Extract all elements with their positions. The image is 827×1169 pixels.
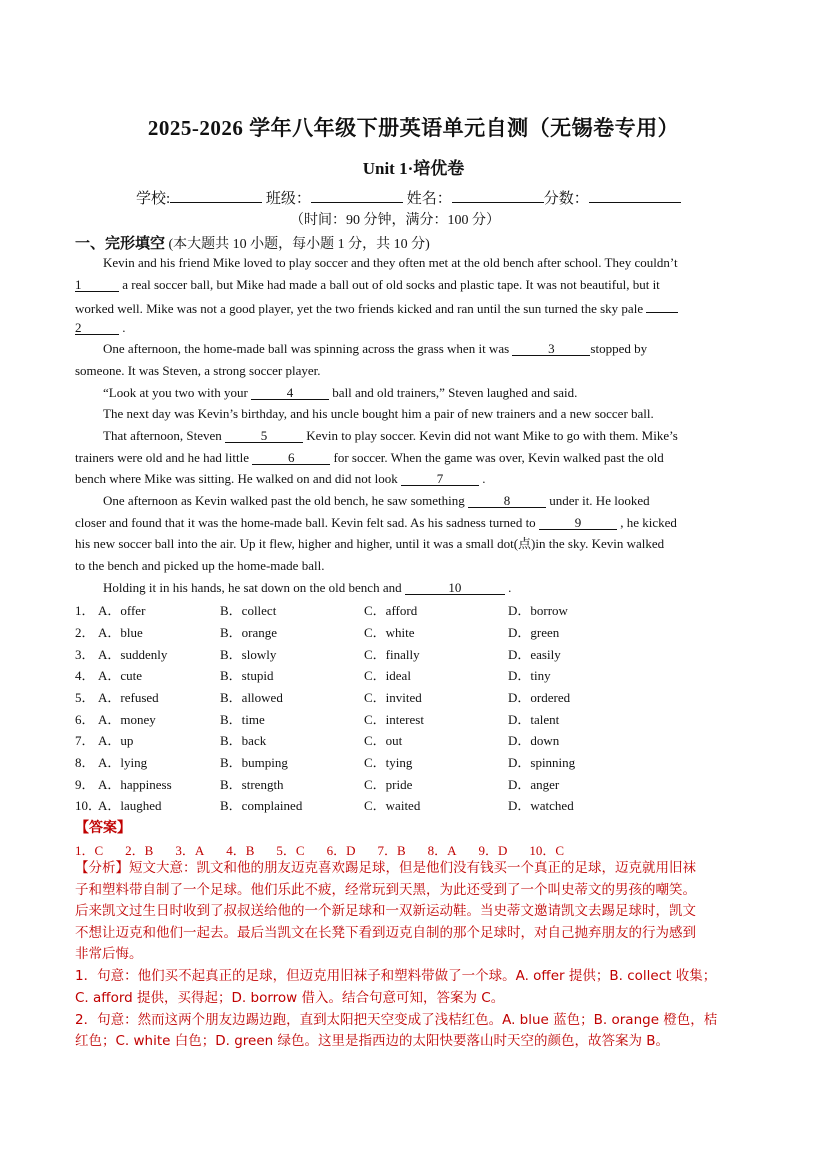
section-heading [75, 232, 430, 253]
passage-line: trainers were old and he had little 6 for soccer. When the game was over, Kevin walked past the old [75, 450, 664, 465]
blank-1: 1 [75, 276, 119, 292]
passage-line: someone. It was Steven, a strong soccer player. [75, 363, 321, 378]
name-blank [452, 186, 544, 203]
blank-4: 4 [251, 384, 329, 400]
school-blank [170, 186, 262, 203]
student-info-line [136, 186, 681, 208]
analysis-line: 非常后悔。 [75, 946, 143, 962]
section-title: 一、完形填空 [75, 236, 166, 252]
passage-line: One afternoon, the home-made ball was spinning across the grass when it was 3 stopped by [103, 341, 648, 356]
passage-line: bench where Mike was sitting. He walked on and did not look 7 . [75, 471, 486, 486]
answer-heading: 【答案】 [75, 821, 131, 836]
blank-7: 7 [401, 470, 479, 486]
time-info: （时间：90 分钟，满分：100 分） [290, 213, 500, 228]
passage-line: Kevin and his friend Mike loved to play soccer and they often met at the old bench after school. They couldn’t [103, 255, 678, 270]
passage-line: worked well. Mike was not a good player, yet the two friends kicked and ran until the sun turned the sky pale [75, 297, 753, 318]
blank-8: 8 [468, 492, 546, 508]
analysis-line: 2．句意：然而这两个朋友边踢边跑，直到太阳把天空变成了浅桔红色。A. blue 蓝色；B. orange 橙色，桔 [75, 1012, 718, 1028]
answer-keys: 1．C 2．B 3．A 4．B 5．C 6．D 7．B 8．A 9．D 10．C [75, 843, 565, 858]
score-blank [589, 186, 681, 203]
passage-line: 2 . [75, 320, 126, 335]
blank-5: 5 [225, 427, 303, 443]
blank-9: 9 [539, 514, 617, 530]
analysis-line: 【分析】短文大意：凯文和他的朋友迈克喜欢踢足球，但是他们没有钱买一个真正的足球，迈克就用旧袜 [75, 860, 696, 876]
passage-line: to the bench and picked up the home-made ball. [75, 558, 325, 573]
score-label: 分数： [543, 191, 589, 207]
analysis-line: 1．句意：他们买不起真正的足球，但迈克用旧袜子和塑料带做了一个球。A. offer 提供；B. collect 收集； [75, 968, 717, 984]
blank-3: 3 [512, 340, 590, 356]
analysis-line: 不想让迈克和他们一起去。最后当凯文在长凳下看到迈克自制的那个足球时，对自己抛弃朋友的行为感到 [75, 925, 696, 941]
name-label: 姓名： [406, 191, 452, 207]
class-blank [311, 186, 403, 203]
page-title: 2025-2026 学年八年级下册英语单元自测（无锡卷专用） [147, 116, 680, 140]
passage-line: his new soccer ball into the air. Up it flew, higher and higher, until it was a small dot(点)in the sky. Kevin walked [75, 536, 665, 551]
blank-6: 6 [252, 449, 330, 465]
exam-page: 2025-2026 学年八年级下册英语单元自测（无锡卷专用） Unit 1·培优卷 学校: 班级： 姓名： 分数： （时间：90 分钟，满分：100 分） 一、完形填空 (本大题共 10 小题，每小题 1 分，共 10 分) Kevin and his friend Mike loved to play soccer and they often met at the old bench after school. They couldn’t 1 a real soccer ball, but Mike had made a ball out of old socks and plastic tape. It was not beautiful, but it worked well. Mike was not a good player, yet the two friends kicked and ran until the sun turned the sky pale 2 . One afternoon, the home-made ball was spinning across the grass when it was 3 stopped by someone. It was Steven, a strong soccer player. “Look at you two with your 4 ball and old trainers,” Steven laughed and said. The next day was Kevin’s birthday, and his uncle bought him a pair of new trainers and a new soccer ball. That afternoon, Steven 5 Kevin to play soccer. Kevin did not want Mike to go with them. Mike’s trainers were old and he had little 6 for soccer. When the game was over, Kevin walked past the old bench where Mike was sitting. He walked on and did not look 7 . One afternoon as Kevin walked past the old bench, he saw something 8 under it. He looked closer and found that it was the home-made ball. Kevin felt sad. As his sadness turned to 9 , he kicked his new soccer ball into the air. Up it flew, higher and higher, until it was a small dot(点)in the sky. Kevin walked to the bench and picked up the home-made ball. Holding it in his hands, he sat down on the old bench and 10 . 1． A．offer B．collect C．afford D．borrow 2． A．blue B．orange C．white D．green 3． A．suddenly B．slowly C．finally D．easily 4． A．cute B．stupid C．ideal D．tiny 5． A．refused B．allowed C．invited D．ordered 6． A．money B．time C．interest D．talent 7． A．up B．back C．out D．down 8． A．lying B．bumping C．tying D．spinning 9． A．happiness B．strength C．pride D．anger 10． A．laughed B．complained C．waited D．watched 【答案】 1．C 2．B 3．A 4．B 5．C 6．D 7．B 8．A 9．D 10．C 【分析】短文大意：凯文和他的朋友迈克喜欢踢足球，但是他们没有钱买一个真正的足球，迈克就用旧袜 子和塑料带自制了一个足球。他们乐此不疲，经常玩到天黑，为此还受到了一个叫史蒂文的男孩的嘲笑。 后来凯文过生日时收到了叔叔送给他的一个新足球和一双新运动鞋。当史蒂文邀请凯文去踢足球时，凯文 不想让迈克和他们一起去。最后当凯文在长凳下看到迈克自制的那个足球时，对自己抛弃朋友的行为感到 非常后悔。 1．句意：他们买不起真正的足球，但迈克用旧袜子和塑料带做了一个球。A. offer 提供；B. collect 收集； C. afford 提供，买得起；D. borrow 借入。结合句意可知，答案为 C。 2．句意：然而这两个朋友边踢边跑，直到太阳把天空变成了浅桔红色。A. blue 蓝色；B. orange 橙色，桔 红色；C. white 白色；D. green 绿色。这里是指西边的太阳快要落山时天空的颜色，故答案为 B。 [0, 0, 827, 1169]
section-note: (本大题共 10 小题，每小题 1 分，共 10 分) [168, 237, 430, 252]
passage-line: 1 a real soccer ball, but Mike had made a ball out of old socks and plastic tape. It was not beautiful, but it [75, 277, 660, 292]
page-subtitle: Unit 1·培优卷 [362, 159, 465, 178]
school-label: 学校: [136, 191, 171, 207]
analysis-line: 子和塑料带自制了一个足球。他们乐此不疲，经常玩到天黑，为此还受到了一个叫史蒂文的男孩的嘲笑。 [75, 882, 696, 898]
class-label: 班级： [265, 191, 311, 207]
analysis-line: 后来凯文过生日时收到了叔叔送给他的一个新足球和一双新运动鞋。当史蒂文邀请凯文去踢足球时，凯文 [75, 903, 696, 919]
analysis-line: 红色；C. white 白色；D. green 绿色。这里是指西边的太阳快要落山时天空的颜色，故答案为 B。 [75, 1033, 670, 1049]
blank-2: 2 [75, 319, 119, 335]
passage-line: That afternoon, Steven 5 Kevin to play soccer. Kevin did not want Mike to go with them. Mike’s [103, 428, 678, 443]
passage-line: The next day was Kevin’s birthday, and his uncle bought him a pair of new trainers and a new soccer ball. [103, 406, 654, 421]
passage-line: Holding it in his hands, he sat down on the old bench and 10 . [103, 580, 512, 595]
passage-line: closer and found that it was the home-made ball. Kevin felt sad. As his sadness turned to 9 , he kicked [75, 515, 677, 530]
passage-line: One afternoon as Kevin walked past the old bench, he saw something 8 under it. He looked [103, 493, 650, 508]
analysis-line: C. afford 提供，买得起；D. borrow 借入。结合句意可知，答案为 C。 [75, 990, 505, 1006]
passage-line: “Look at you two with your 4 ball and old trainers,” Steven laughed and said. [103, 385, 578, 400]
blank-10: 10 [405, 579, 505, 595]
